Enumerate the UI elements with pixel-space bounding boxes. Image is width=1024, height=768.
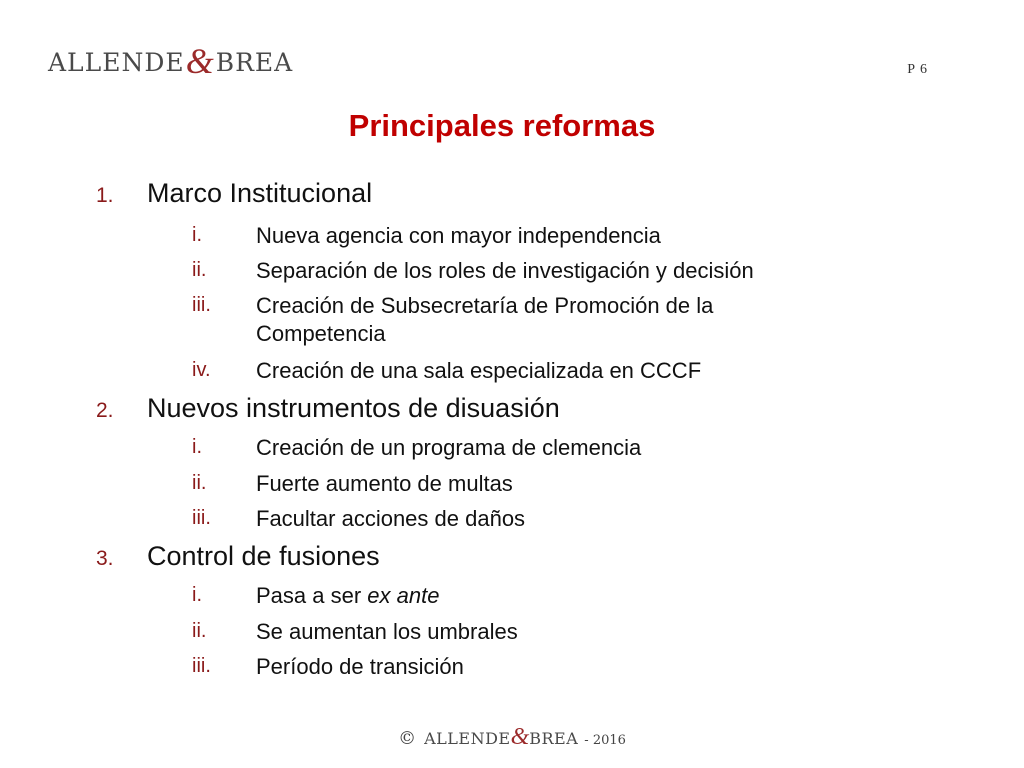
- sub-item-number: ii.: [192, 259, 207, 281]
- sub-item-text: Separación de los roles de investigación y decisión: [256, 258, 754, 283]
- sub-item-text: Nueva agencia con mayor independencia: [256, 223, 661, 248]
- logo-right-text: BREA: [215, 48, 294, 77]
- sub-item-text: Creación de Subsecretaría de Promoción de la: [256, 293, 714, 318]
- sub-item-text: [256, 582, 439, 610]
- sub-item-text: Creación de un programa de clemencia: [256, 435, 642, 460]
- footer-brand-right: BREA: [529, 729, 579, 748]
- section-number: 2.: [96, 399, 114, 422]
- copyright-symbol: ©: [398, 728, 417, 749]
- sub-item-text: Se aumentan los umbrales: [256, 619, 518, 644]
- sub-item-text: Período de transición: [256, 654, 464, 679]
- section-number: 3.: [96, 547, 114, 570]
- sub-item-number: iii.: [192, 655, 211, 677]
- footer-brand-left: ALLENDE: [424, 729, 511, 748]
- sub-item-number: i.: [192, 436, 202, 458]
- section-number: 1.: [96, 184, 114, 207]
- section-label: Marco Institucional: [147, 178, 373, 208]
- sub-item-number: i.: [192, 224, 202, 246]
- logo-left-text: ALLENDE: [48, 48, 185, 77]
- sub-item-number: iv.: [192, 359, 211, 381]
- logo-ampersand: &: [185, 41, 215, 81]
- sub-item-number: ii.: [192, 620, 207, 642]
- sub-item-number: i.: [192, 584, 202, 606]
- sub-item-text: Facultar acciones de daños: [256, 506, 526, 531]
- slide-title: Principales reformas: [348, 108, 656, 143]
- sub-item-text: Fuerte aumento de multas: [256, 471, 513, 496]
- page-number: P 6: [907, 62, 928, 77]
- footer-brand-ampersand: &: [510, 724, 530, 750]
- footer: [0, 724, 1024, 751]
- sub-item-number: iii.: [192, 294, 211, 316]
- sub-item-text-italic: ex ante: [367, 583, 440, 608]
- sub-item-text-continued: Competencia: [256, 321, 386, 346]
- section-label: Control de fusiones: [147, 541, 380, 571]
- allende-brea-logo: [48, 38, 293, 80]
- sub-item-text-regular: Pasa a ser: [256, 583, 368, 608]
- sub-item-number: iii.: [192, 507, 211, 529]
- sub-item-text: Creación de una sala especializada en CCCF: [256, 358, 702, 383]
- footer-year: - 2016: [584, 733, 626, 748]
- sub-item-number: ii.: [192, 472, 207, 494]
- section-label: Nuevos instrumentos de disuasión: [147, 393, 560, 423]
